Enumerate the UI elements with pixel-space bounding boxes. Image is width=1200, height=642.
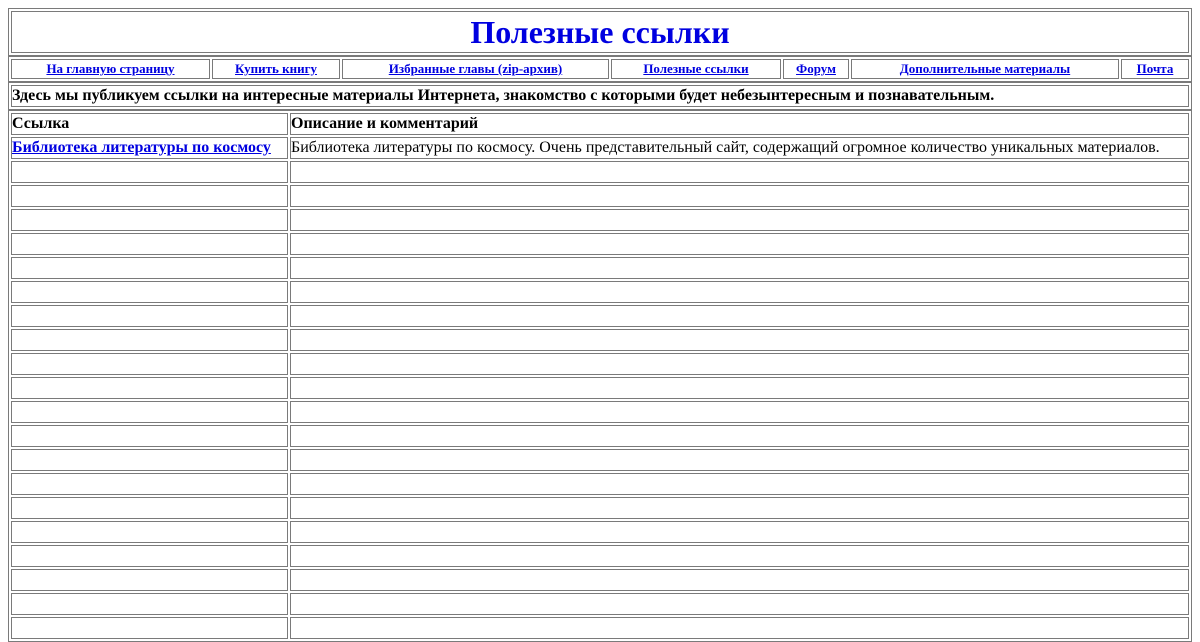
empty-table-row: [11, 281, 1189, 303]
empty-table-row: [11, 329, 1189, 351]
empty-description-cell: [290, 305, 1189, 327]
empty-link-cell: [11, 473, 288, 495]
empty-link-cell: [11, 521, 288, 543]
empty-table-row: [11, 401, 1189, 423]
description-cell: Библиотека литературы по космосу. Очень представительный сайт, содержащий огромное количество уникальных материалов.: [290, 137, 1189, 159]
nav-useful-links-link[interactable]: Полезные ссылки: [643, 61, 749, 76]
empty-link-cell: [11, 305, 288, 327]
empty-link-cell: [11, 185, 288, 207]
empty-description-cell: [290, 425, 1189, 447]
empty-link-cell: [11, 449, 288, 471]
empty-link-cell: [11, 593, 288, 615]
empty-description-cell: [290, 329, 1189, 351]
empty-table-row: [11, 497, 1189, 519]
empty-link-cell: [11, 569, 288, 591]
empty-table-row: [11, 209, 1189, 231]
empty-link-cell: [11, 401, 288, 423]
page-title: Полезные ссылки: [11, 11, 1189, 53]
empty-link-cell: [11, 329, 288, 351]
space-library-link[interactable]: Библиотека литературы по космосу: [12, 139, 271, 156]
empty-link-cell: [11, 617, 288, 639]
empty-table-row: [11, 569, 1189, 591]
empty-link-cell: [11, 497, 288, 519]
empty-table-row: [11, 233, 1189, 255]
empty-description-cell: [290, 377, 1189, 399]
empty-table-row: [11, 305, 1189, 327]
intro-text: Здесь мы публикуем ссылки на интересные материалы Интернета, знакомство с которыми будет небезынтересным и познавательным.: [11, 85, 1189, 107]
empty-description-cell: [290, 545, 1189, 567]
empty-description-cell: [290, 569, 1189, 591]
empty-description-cell: [290, 473, 1189, 495]
nav-home-link[interactable]: На главную страницу: [46, 61, 175, 76]
nav-mail-link[interactable]: Почта: [1136, 61, 1174, 76]
empty-table-row: [11, 185, 1189, 207]
empty-description-cell: [290, 233, 1189, 255]
empty-table-row: [11, 617, 1189, 639]
nav-bar: [8, 56, 1192, 82]
page: [8, 8, 1192, 642]
empty-link-cell: [11, 161, 288, 183]
empty-link-cell: [11, 281, 288, 303]
empty-description-cell: [290, 161, 1189, 183]
empty-link-cell: [11, 209, 288, 231]
links-table: [8, 110, 1192, 642]
empty-link-cell: [11, 353, 288, 375]
empty-table-row: [11, 425, 1189, 447]
empty-table-row: [11, 353, 1189, 375]
empty-description-cell: [290, 449, 1189, 471]
empty-table-row: [11, 473, 1189, 495]
table-row: [11, 137, 1189, 159]
nav-chapters-zip-link[interactable]: Избранные главы (zip-архив): [388, 61, 563, 76]
empty-description-cell: [290, 209, 1189, 231]
nav-forum-link[interactable]: Форум: [796, 61, 836, 76]
column-header-link: Ссылка: [11, 113, 288, 135]
empty-description-cell: [290, 281, 1189, 303]
empty-description-cell: [290, 257, 1189, 279]
link-cell: [11, 137, 288, 159]
empty-link-cell: [11, 233, 288, 255]
empty-description-cell: [290, 185, 1189, 207]
empty-link-cell: [11, 377, 288, 399]
empty-description-cell: [290, 521, 1189, 543]
empty-description-cell: [290, 497, 1189, 519]
empty-description-cell: [290, 353, 1189, 375]
intro-table: [8, 82, 1192, 110]
empty-table-row: [11, 257, 1189, 279]
empty-table-row: [11, 449, 1189, 471]
empty-table-row: [11, 593, 1189, 615]
empty-link-cell: [11, 425, 288, 447]
empty-link-cell: [11, 257, 288, 279]
empty-table-row: [11, 521, 1189, 543]
empty-table-row: [11, 377, 1189, 399]
empty-link-cell: [11, 545, 288, 567]
empty-description-cell: [290, 617, 1189, 639]
empty-table-row: [11, 545, 1189, 567]
empty-table-row: [11, 161, 1189, 183]
column-header-description: Описание и комментарий: [290, 113, 1189, 135]
empty-description-cell: [290, 593, 1189, 615]
nav-buy-book-link[interactable]: Купить книгу: [235, 61, 317, 76]
title-table: [8, 8, 1192, 56]
nav-extra-materials-link[interactable]: Дополнительные материалы: [899, 61, 1071, 76]
table-header-row: [11, 113, 1189, 135]
empty-description-cell: [290, 401, 1189, 423]
